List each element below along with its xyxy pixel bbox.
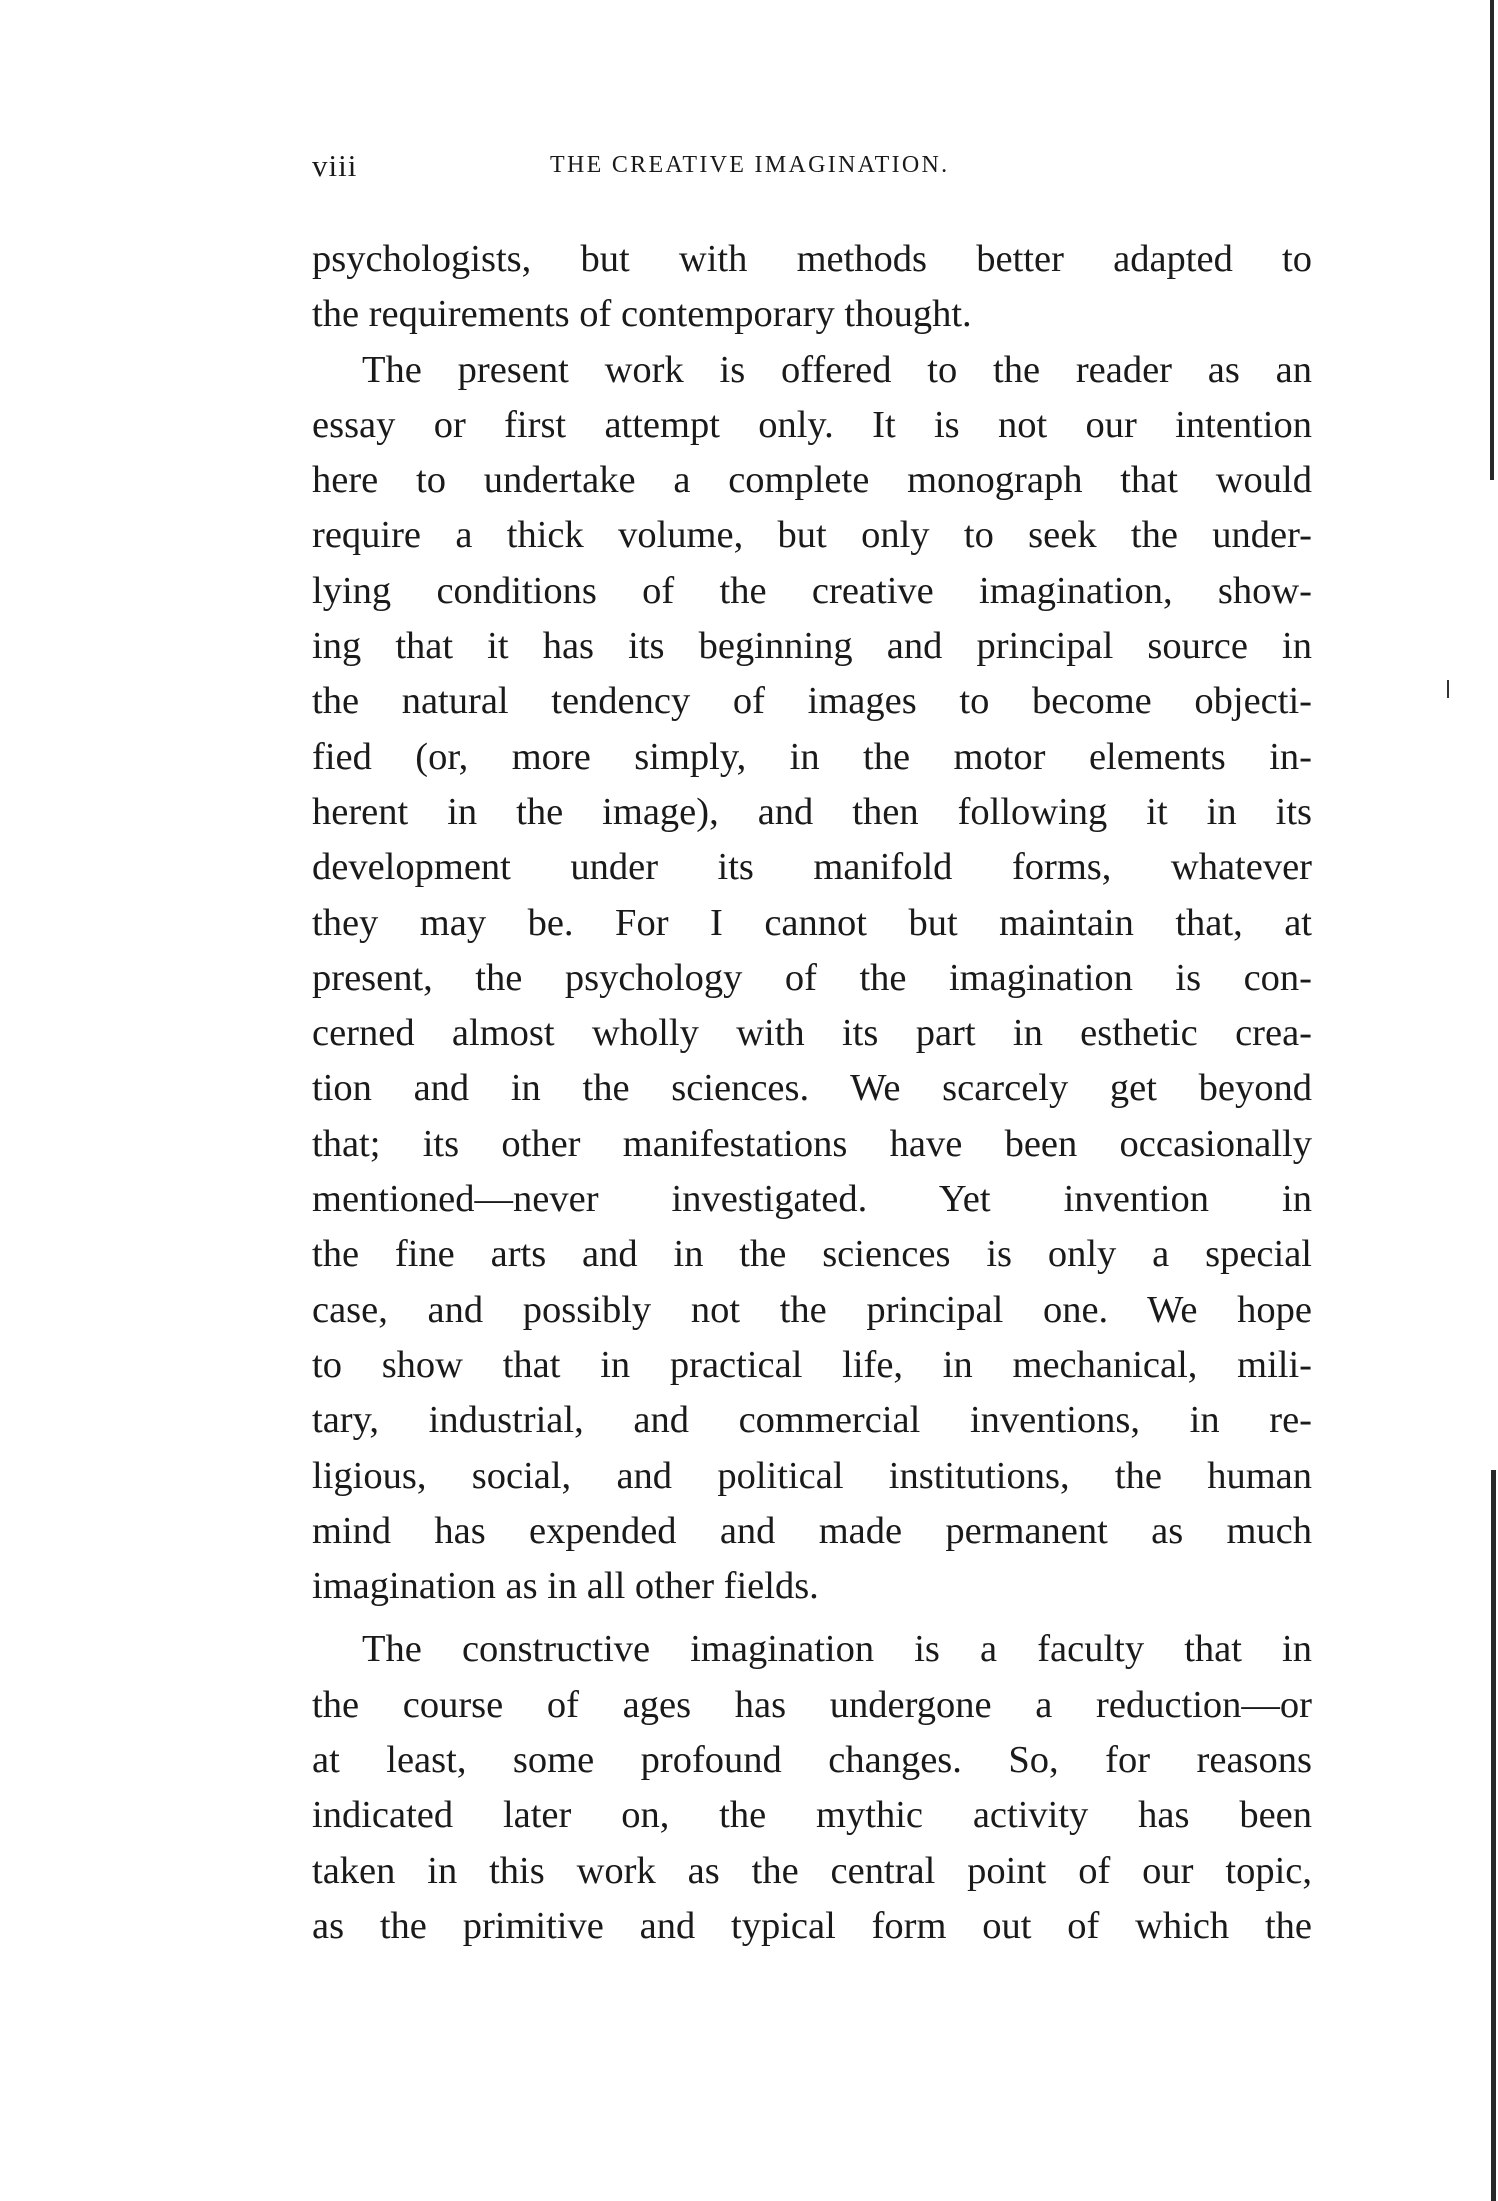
page-header xyxy=(312,148,1312,188)
text-line: that; its other manifestations have been occasionally xyxy=(312,1122,1312,1165)
text-line: they may be. For I cannot but maintain that, at xyxy=(312,901,1312,944)
text-line: require a thick volume, but only to seek the under- xyxy=(312,514,1312,557)
scan-edge-shadow xyxy=(1490,0,1494,480)
text-line: the fine arts and in the sciences is only a special xyxy=(312,1233,1312,1276)
body-text xyxy=(312,232,1312,1954)
page-number: viii xyxy=(312,148,358,183)
text-line: tion and in the sciences. We scarcely get beyond xyxy=(312,1067,1312,1110)
text-line: herent in the image), and then following it in its xyxy=(312,790,1312,833)
text-line: cerned almost wholly with its part in esthetic crea- xyxy=(312,1012,1312,1055)
scan-edge-shadow xyxy=(1491,1470,1496,2201)
text-line: lying conditions of the creative imagination, show- xyxy=(312,569,1312,612)
text-line: as the primitive and typical form out of which the xyxy=(312,1904,1312,1947)
text-line: the natural tendency of images to become objecti- xyxy=(312,680,1312,723)
paragraph-first-line: The constructive imagination is a faculty that in xyxy=(362,1628,1312,1671)
text-line: to show that in practical life, in mechanical, mili- xyxy=(312,1343,1312,1386)
text-line: indicated later on, the mythic activity has been xyxy=(312,1794,1312,1837)
text-line: present, the psychology of the imagination is con- xyxy=(312,956,1312,999)
text-line: taken in this work as the central point of our topic, xyxy=(312,1849,1312,1892)
text-line: ing that it has its beginning and principal source in xyxy=(312,625,1312,668)
text-line: tary, industrial, and commercial inventions, in re- xyxy=(312,1399,1312,1442)
scan-speck xyxy=(1447,680,1449,698)
text-line: the course of ages has undergone a reduction—or xyxy=(312,1683,1312,1726)
text-line: development under its manifold forms, whatever xyxy=(312,846,1312,889)
text-line: case, and possibly not the principal one. We hope xyxy=(312,1288,1312,1331)
text-line: mentioned—never investigated. Yet invention in xyxy=(312,1178,1312,1221)
text-line: mind has expended and made permanent as much xyxy=(312,1509,1312,1552)
paragraph-first-line: The present work is offered to the reader as an xyxy=(362,348,1312,391)
text-line: ligious, social, and political institutions, the human xyxy=(312,1454,1312,1497)
text-line: here to undertake a complete monograph that would xyxy=(312,459,1312,502)
text-line: fied (or, more simply, in the motor elements in- xyxy=(312,735,1312,778)
text-line: psychologists, but with methods better adapted to xyxy=(312,238,1312,280)
running-head: THE CREATIVE IMAGINATION. xyxy=(550,152,950,178)
text-line: essay or first attempt only. It is not our intention xyxy=(312,403,1312,446)
text-line: imagination as in all other fields. xyxy=(312,1565,819,1608)
text-line: at least, some profound changes. So, for reasons xyxy=(312,1739,1312,1782)
text-line: the requirements of contemporary thought. xyxy=(312,293,972,336)
